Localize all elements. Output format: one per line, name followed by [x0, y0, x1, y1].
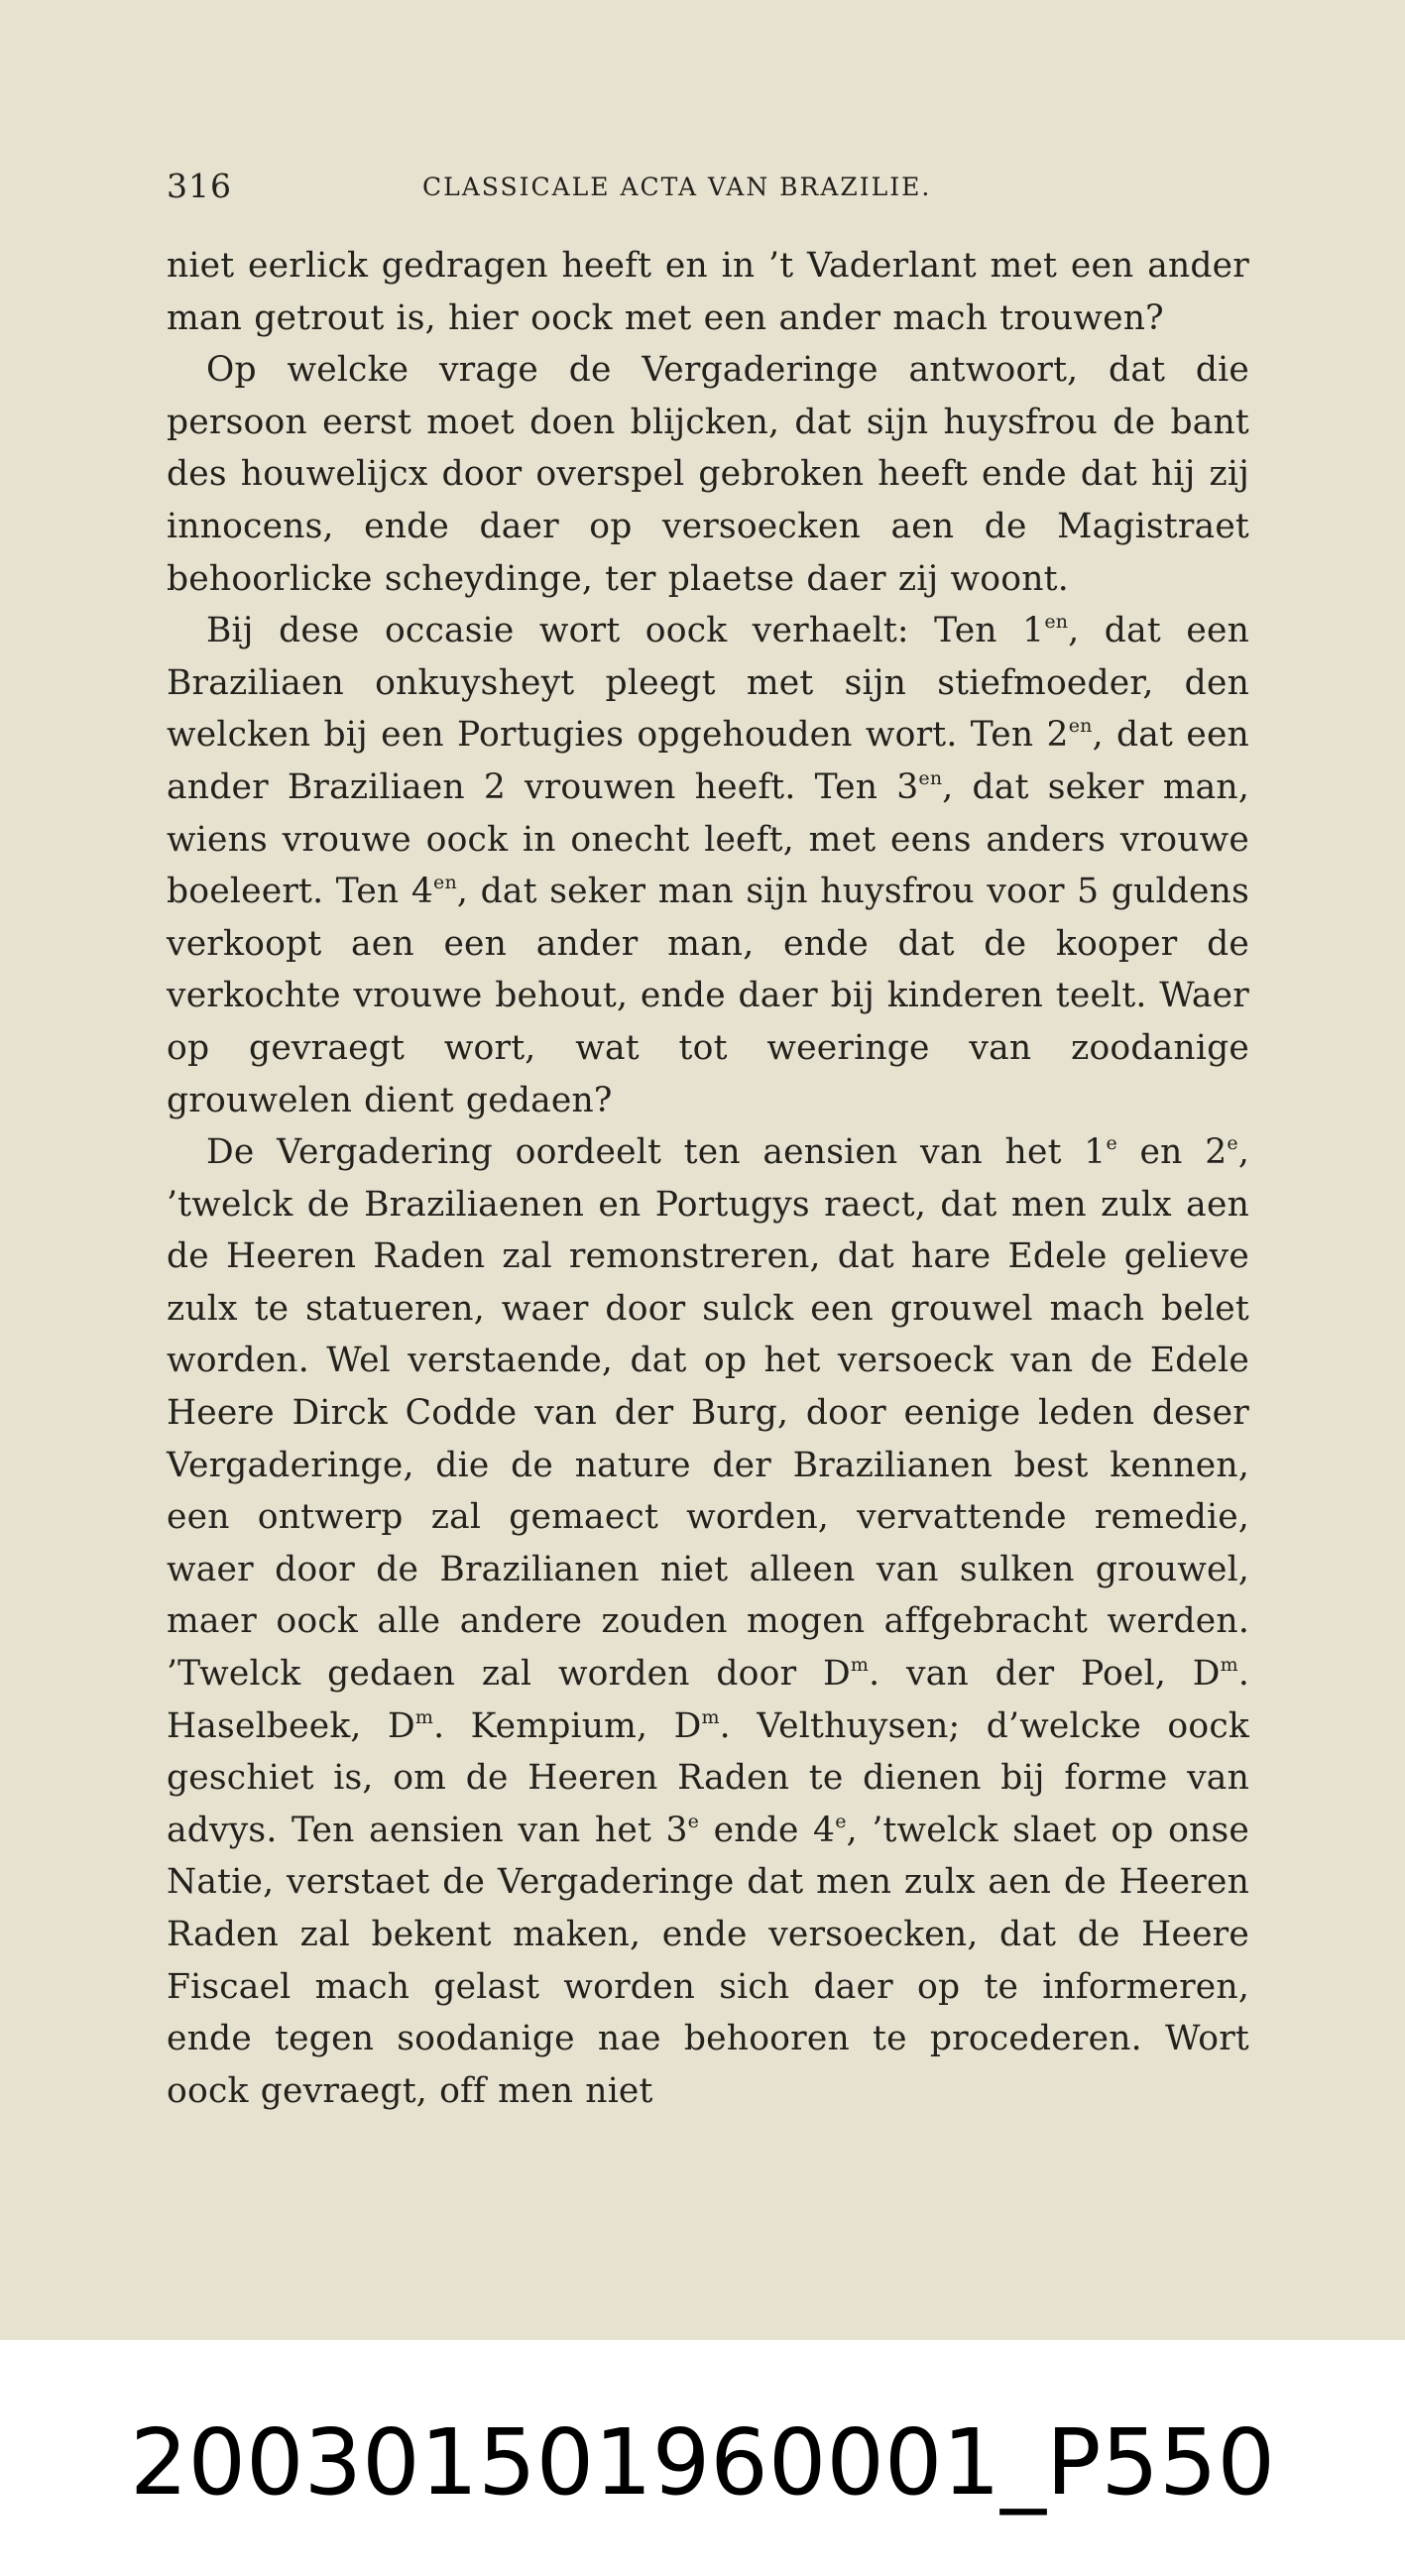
text-run: niet eerlick gedragen heeft en in ’t Vaderlant met een ander man getrout is, hier oock met een ander mach trouwen?: [167, 246, 1249, 338]
ordinal-superscript: m: [701, 1705, 720, 1728]
ordinal-superscript: en: [918, 766, 943, 789]
ordinal-superscript: e: [1227, 1132, 1238, 1155]
ordinal-superscript: e: [835, 1810, 847, 1832]
text-run: . Velthuysen; d’welcke oock geschiet is, om de Heeren Raden te dienen bij forme van advys. Ten aensien van het 3: [167, 1705, 1249, 1850]
text-run: , dat seker man, wiens vrouwe oock in onecht leeft, met eens anders vrouwe boeleert. Ten 4: [167, 766, 1249, 912]
body-text: [167, 240, 1249, 2117]
text-run: . Kempium, D: [433, 1705, 702, 1746]
text-run: ende 4: [699, 1810, 836, 1850]
text-run: , dat een Braziliaen onkuysheyt pleegt met sijn stiefmoeder, den welcken bij een Portugies opgehouden wort. Ten 2: [167, 611, 1249, 756]
paragraph: [167, 344, 1249, 605]
page-number: 316: [167, 167, 232, 205]
text-run: . van der Poel, D: [869, 1654, 1221, 1695]
ordinal-superscript: m: [850, 1654, 870, 1677]
text-run: Bij dese occasie wort oock verhaelt: Ten 1: [206, 611, 1045, 651]
ordinal-superscript: m: [414, 1705, 434, 1728]
ordinal-superscript: e: [1106, 1132, 1117, 1155]
ordinal-superscript: en: [1044, 611, 1069, 634]
text-run: en 2: [1116, 1132, 1228, 1173]
text-run: , ’twelck slaet op onse Natie, verstaet de Vergaderinge dat men zulx aen de Heeren Raden zal bekent maken, ende versoecken, dat de Heere Fiscael mach gelast worden sich daer op te informeren, ende tegen soodanige nae behooren te procederen. Wort oock gevraegt, off men niet: [167, 1810, 1249, 2111]
ordinal-superscript: en: [1068, 715, 1093, 738]
text-run: Op welcke vrage de Vergaderinge antwoort, dat die persoon eerst moet doen blijcken, dat sijn huysfrou de bant des houwelijcx door overspel gebroken heeft ende dat hij zij innocens, ende daer op versoecken aen de Magistraet behoorlicke scheydinge, ter plaetse daer zij woont.: [167, 350, 1249, 599]
text-run: , dat seker man sijn huysfrou voor 5 guldens verkoopt aen een ander man, ende dat de kooper de verkochte vrouwe behout, ende daer bij kinderen teelt. Waer op gevraegt wort, wat tot weeringe van zoodanige grouwelen dient gedaen?: [167, 872, 1249, 1120]
scan-identifier: 20030150196000​1_P550: [129, 2409, 1276, 2516]
scan-footer: [0, 2340, 1405, 2576]
ordinal-superscript: en: [433, 872, 457, 894]
text-run: De Vergadering oordeelt ten aensien van het 1: [206, 1132, 1107, 1173]
text-run: , dat een ander Braziliaen 2 vrouwen heeft. Ten 3: [167, 715, 1249, 807]
paragraph: [167, 240, 1249, 344]
text-run: . Haselbeek, D: [167, 1654, 1249, 1746]
running-head: [167, 167, 1256, 226]
running-title: CLASSICALE ACTA VAN BRAZILIE.: [422, 173, 932, 201]
paragraph: [167, 605, 1249, 1126]
text-run: , ’twelck de Braziliaenen en Portugys raect, dat men zulx aen de Heeren Raden zal remonstreren, dat hare Edele gelieve zulx te statueren, waer door sulck een grouwel mach belet worden. Wel verstaende, dat op het versoeck van de Edele Heere Dirck Codde van der Burg, door eenige leden deser Vergaderinge, die de nature der Brazilianen best kennen, een ontwerp zal gemaect worden, vervattende remedie, waer door de Brazilianen niet alleen van sulken grouwel, maer oock alle andere zouden mogen affgebracht werden. ’Twelck gedaen zal worden door D: [167, 1132, 1249, 1695]
ordinal-superscript: m: [1220, 1654, 1238, 1677]
paragraph: [167, 1126, 1249, 2117]
ordinal-superscript: e: [687, 1810, 700, 1832]
